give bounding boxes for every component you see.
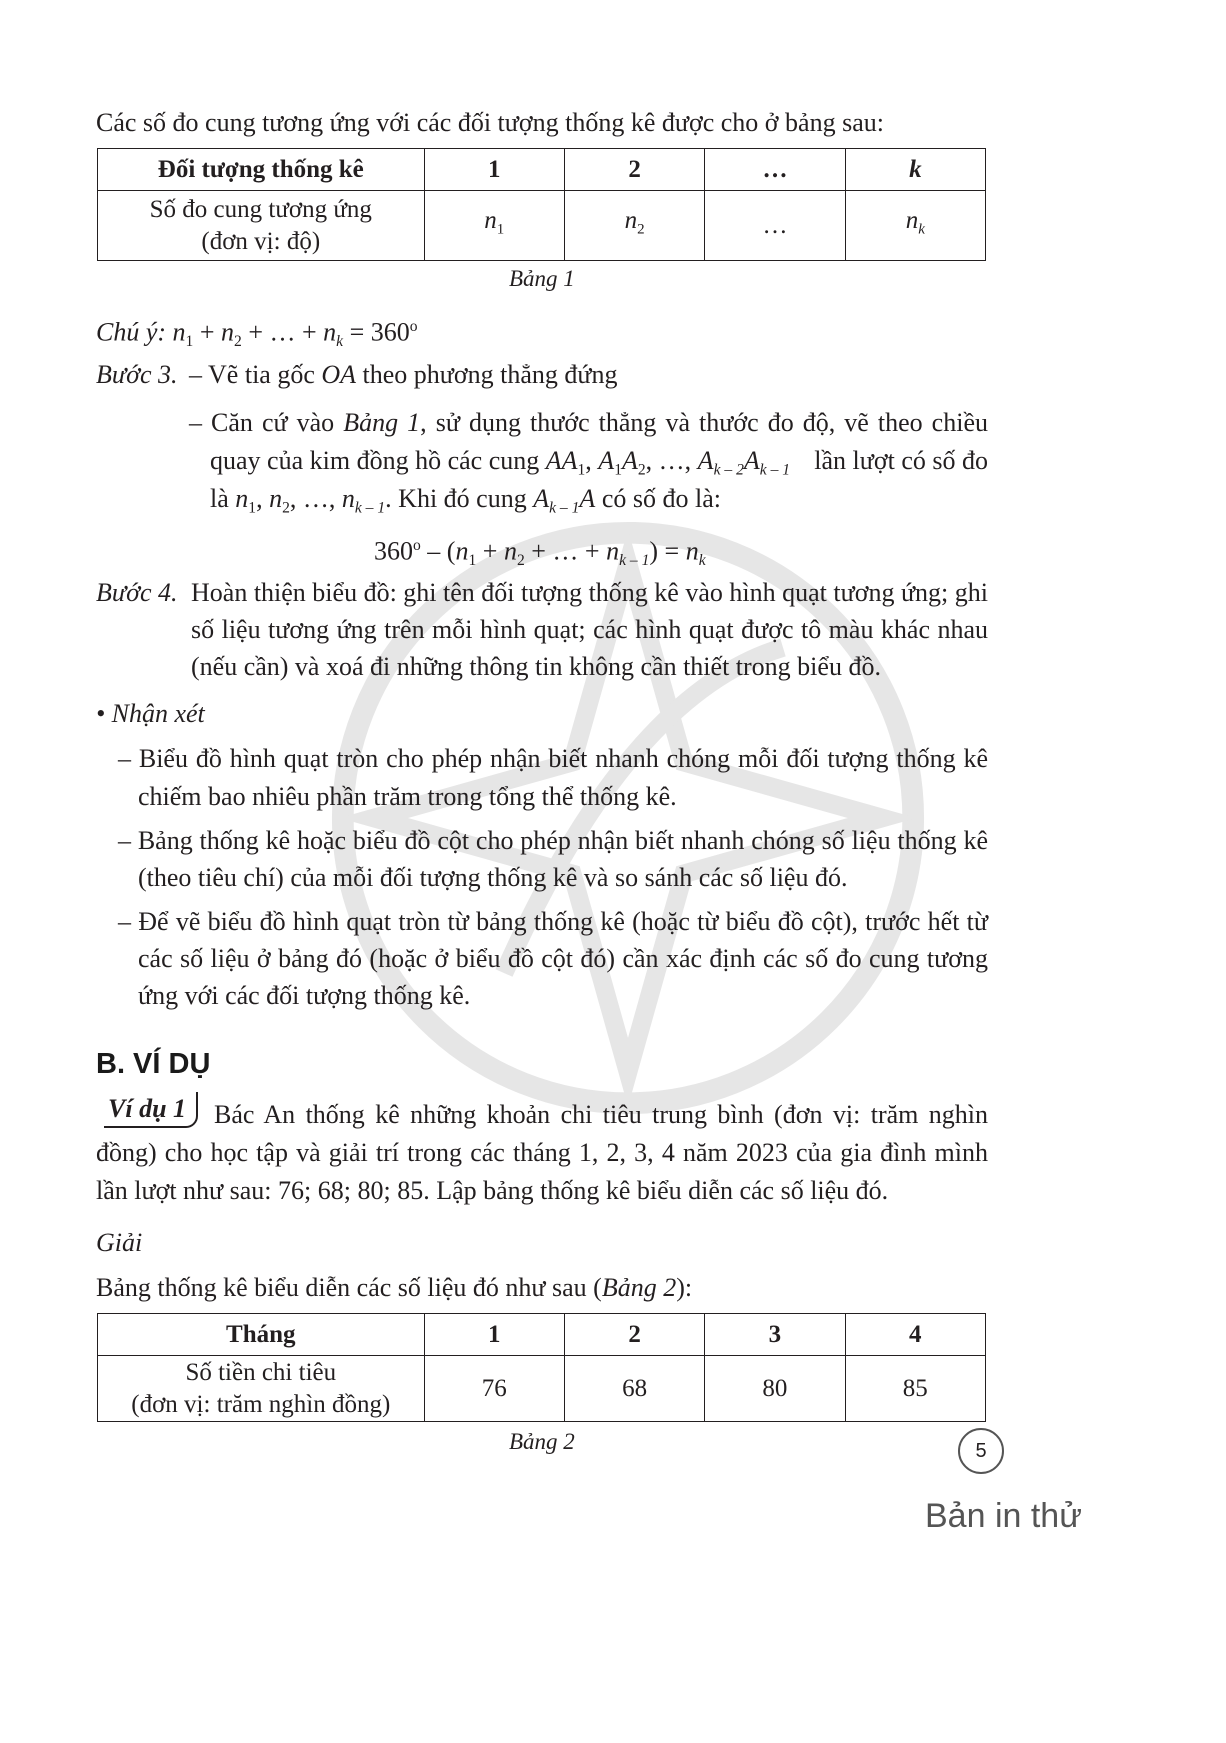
table-2 [97,1313,986,1422]
table-2-data-row [98,1356,986,1422]
step-3-line: là $n_1$, $n_2$, …, $n_{k - 1}$. Khi đó cung $A_{k - 1}A$ có số đo là: [210,484,721,517]
table-1-header-row [98,149,986,191]
table-1-row-label-line: Số đo cung tương ứng [149,195,372,223]
step-3-line: – Căn cứ vào Bảng 1, sử dụng thước thẳng và thước đo độ, vẽ theo chiều [189,408,988,437]
table-1-header-cell: … [705,149,845,191]
remark-line: (theo tiêu chí) của mỗi đối tượng thống kê và so sánh các số liệu đó. [138,863,848,892]
remarks-title: • Nhận xét [96,699,205,728]
table-2-header-row [98,1314,986,1356]
table-1 [97,148,986,261]
example-1-line: lần lượt như sau: 76; 68; 80; 85. Lập bảng thống kê biểu diễn các số liệu đó. [96,1176,889,1205]
solution-intro: Bảng thống kê biểu diễn các số liệu đó như sau (Bảng 2): [96,1273,693,1302]
table-2-header-cell: Tháng [98,1314,425,1356]
table-2-row-label [98,1356,425,1422]
table-2-value-cell: 80 [705,1356,845,1422]
table-2-header-cell: 1 [424,1314,564,1356]
table-1-header-cell: k [845,149,985,191]
step-4-line: số liệu tương ứng trên mỗi hình quạt; các hình quạt được tô màu khác nhau [191,615,988,644]
intro-text: Các số đo cung tương ứng với các đối tượng thống kê được cho ở bảng sau: [96,108,884,137]
table-1-header-cell: 1 [424,149,564,191]
example-1-line: Bác An thống kê những khoản chi tiêu trung bình (đơn vị: trăm nghìn [214,1100,988,1129]
table-2-header-cell: 2 [564,1314,704,1356]
remark-line: – Để vẽ biểu đồ hình quạt tròn từ bảng thống kê (hoặc từ biểu đồ cột), trước hết từ [118,907,988,936]
table-1-header-cell: Đối tượng thống kê [98,149,425,191]
table-2-row-label-line: (đơn vị: trăm nghìn đồng) [131,1390,391,1418]
step-4-label: Bước 4. [96,578,178,607]
step-4-line: (nếu cần) và xoá đi những thông tin không cần thiết trong biểu đồ. [191,652,881,681]
table-2-value-cell: 76 [424,1356,564,1422]
example-1-label: Ví dụ 1 [104,1092,198,1128]
table-1-caption: Bảng 1 [509,266,575,291]
step-3-formula: $360^o - (n_1 + n_2$ + … + $n_{k - 1}) = n_k$ [374,536,706,569]
table-1-value-cell: … [705,191,845,261]
note-line: Chú ý: $n_1 + n_2$ + … + $n_k = 360^o$ [96,317,418,350]
step-4-line: Hoàn thiện biểu đồ: ghi tên đối tượng thống kê vào hình quạt tương ứng; ghi [191,578,988,607]
table-1-value-cell: $n_2$ [564,191,704,261]
table-1-row-label-line: (đơn vị: độ) [201,227,321,255]
table-2-caption: Bảng 2 [509,1429,575,1454]
proof-label: Bản in thử [925,1497,1082,1535]
table-1-header-cell: 2 [564,149,704,191]
table-2-header-cell: 3 [705,1314,845,1356]
remark-line: – Biểu đồ hình quạt tròn cho phép nhận biết nhanh chóng mỗi đối tượng thống kê [118,744,988,773]
remark-line: các số liệu ở bảng đó (hoặc ở biểu đồ cột đó) cần xác định các số đo cung tương [138,944,988,973]
remark-line: chiếm bao nhiêu phần trăm trong tổng thể thống kê. [138,782,677,811]
table-2-header-cell: 4 [845,1314,985,1356]
step-3-line: – Vẽ tia gốc OA theo phương thẳng đứng [189,360,618,389]
example-1-line: đồng) cho học tập và giải trí trong các tháng 1, 2, 3, 4 năm 2023 của gia đình mình [96,1138,988,1167]
step-3-line: quay của kim đồng hồ các cung $AA_1$, $A_1A_2$, …, $A_{k - 2}A_{k - 1}$ lần lượt có số đo [210,446,988,479]
table-2-row-label-line: Số tiền chi tiêu [185,1358,337,1386]
remark-line: – Bảng thống kê hoặc biểu đồ cột cho phép nhận biết nhanh chóng số liệu thống kê [118,826,988,855]
table-2-value-cell: 85 [845,1356,985,1422]
section-heading: B. VÍ DỤ [96,1048,211,1080]
solution-label: Giải [96,1228,143,1257]
page-number: 5 [958,1428,1004,1474]
table-1-value-cell: $n_k$ [845,191,985,261]
table-1-row-label [98,191,425,261]
table-1-data-row [98,191,986,261]
remark-line: ứng với các đối tượng thống kê. [138,981,471,1010]
table-2-value-cell: 68 [564,1356,704,1422]
step-3-label: Bước 3. [96,360,178,389]
table-1-value-cell: $n_1$ [424,191,564,261]
